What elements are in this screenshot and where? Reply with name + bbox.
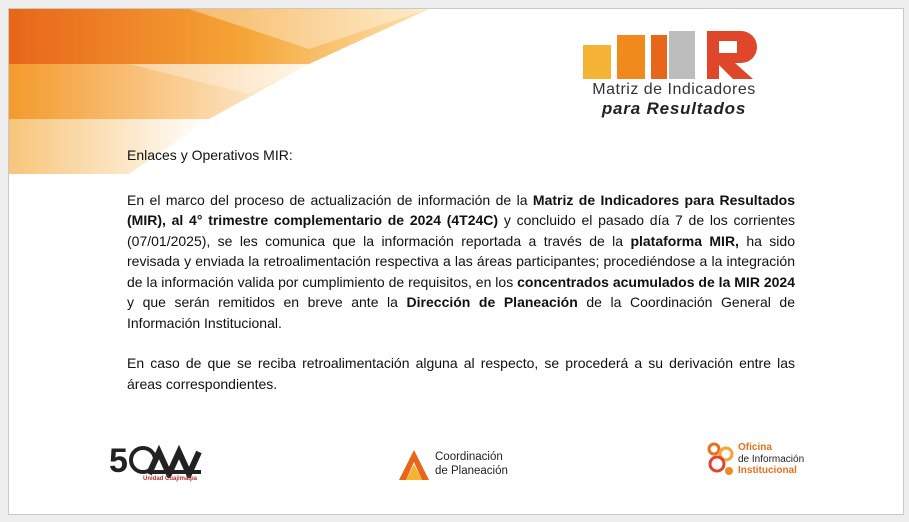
oficina-icon — [705, 440, 737, 480]
mir-logo — [543, 27, 805, 123]
mir-logo-line1: Matriz de Indicadores — [592, 81, 756, 98]
svg-text:5: 5 — [109, 442, 128, 478]
greeting: Enlaces y Operativos MIR: — [127, 147, 293, 163]
footer-logos — [9, 434, 903, 494]
paragraph-main-segment: concentrados acumulados de la MIR 2024 — [517, 273, 795, 290]
planeacion-icon — [397, 448, 431, 482]
paragraph-followup: En caso de que se reciba retroalimentación alguna al respecto, se procederá a su derivación entre las áreas correspondientes. — [127, 355, 795, 392]
logo-50-uam — [109, 438, 205, 484]
logo-50-caption: Unidad Cuajimalpa — [143, 476, 198, 482]
paragraph-main-segment: ha sido revisada y enviada la retroalimentación respectiva a las áreas participantes; procediéndose a la integración de la información valida por cumplimiento de requisitos, en los — [127, 232, 795, 290]
message-body — [127, 145, 795, 394]
paragraph-main-segment: Matriz de Indicadores para Resultados (MIR), al 4° trimestre complementario de 2024 (4T24C) — [127, 191, 795, 228]
paragraph-main-segment: de la Coordinación General de Información Institucional. — [127, 294, 796, 331]
uam-50-icon — [109, 438, 205, 478]
paragraph-main-segment: Dirección de Planeación — [406, 294, 578, 310]
paragraph-main-segment: plataforma MIR, — [630, 232, 739, 249]
logo-oi-line3: Institucional — [738, 465, 797, 476]
paragraph-main-segment: y concluido el pasado día 7 de los corrientes (07/01/2025), se les comunica que la información reportada a través de la — [127, 212, 796, 249]
slide — [8, 8, 904, 515]
logo-oficina-informacion — [705, 440, 815, 484]
mir-logo-line2: para Resultados — [601, 99, 747, 118]
logo-cp-line1: Coordinación — [435, 451, 503, 463]
paragraph-main — [127, 190, 795, 334]
paragraph-main-segment: y que serán remitidos en breve ante la — [127, 294, 407, 310]
paragraph-main-segment: En el marco del proceso de actualización de información de la — [127, 191, 533, 208]
logo-oi-line2: de Información — [738, 453, 805, 465]
logo-cp-line2: de Planeación — [435, 465, 508, 477]
logo-coordinacion-planeacion — [397, 448, 527, 484]
mir-logo-mark — [573, 27, 773, 79]
logo-oi-line1: Oficina — [738, 442, 772, 453]
